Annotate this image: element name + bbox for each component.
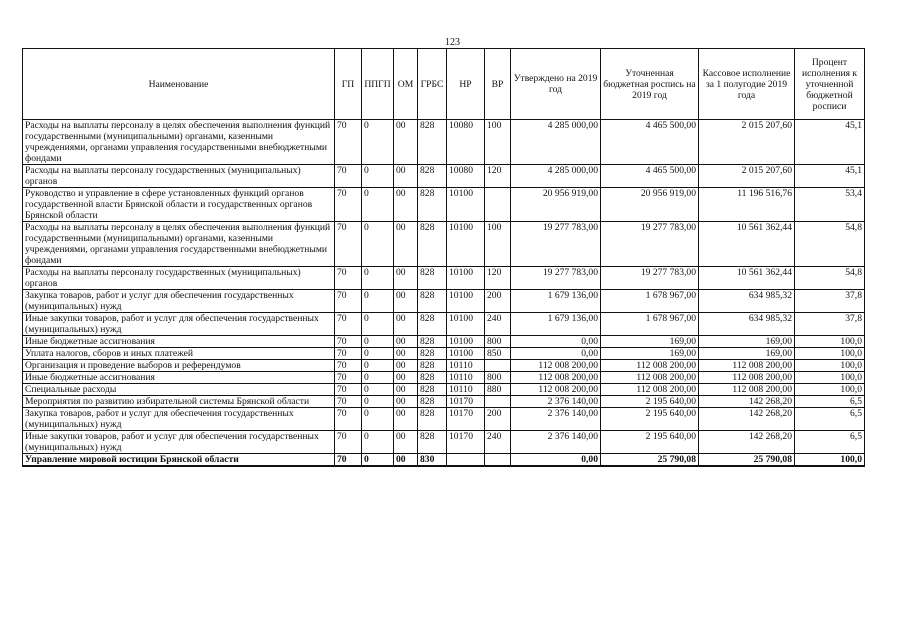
cell-grbs: 828 — [418, 384, 447, 396]
cell-om: 00 — [394, 431, 418, 454]
cell-gp: 70 — [335, 384, 362, 396]
cell-nr: 10100 — [447, 222, 485, 267]
table-row — [23, 336, 865, 348]
cell-approved: 0,00 — [511, 336, 601, 348]
header-revised: Уточненная бюджетная роспись на 2019 год — [601, 49, 699, 120]
cell-ppgp: 0 — [362, 336, 394, 348]
cell-om: 00 — [394, 396, 418, 408]
header-ppgp: ППГП — [362, 49, 394, 120]
cell-cash: 112 008 200,00 — [699, 360, 795, 372]
cell-nr: 10100 — [447, 313, 485, 336]
cell-revised: 2 195 640,00 — [601, 396, 699, 408]
cell-om: 00 — [394, 313, 418, 336]
cell-approved: 2 376 140,00 — [511, 431, 601, 454]
cell-cash: 25 790,08 — [699, 454, 795, 467]
cell-percent: 45,1 — [795, 120, 865, 165]
cell-approved: 19 277 783,00 — [511, 222, 601, 267]
cell-name: Руководство и управление в сфере установленных функций органов государственной власти Брянской области и государственных органов Брянской области — [23, 188, 335, 222]
cell-percent: 37,8 — [795, 290, 865, 313]
header-gp: ГП — [335, 49, 362, 120]
cell-ppgp: 0 — [362, 454, 394, 467]
cell-revised: 19 277 783,00 — [601, 222, 699, 267]
header-approved: Утверждено на 2019 год — [511, 49, 601, 120]
cell-ppgp: 0 — [362, 396, 394, 408]
header-nr: НР — [447, 49, 485, 120]
cell-name: Иные бюджетные ассигнования — [23, 372, 335, 384]
cell-approved: 2 376 140,00 — [511, 396, 601, 408]
cell-ppgp: 0 — [362, 431, 394, 454]
cell-gp: 70 — [335, 372, 362, 384]
cell-approved: 0,00 — [511, 454, 601, 467]
table-row — [23, 360, 865, 372]
cell-nr: 10170 — [447, 408, 485, 431]
cell-nr: 10100 — [447, 290, 485, 313]
cell-om: 00 — [394, 165, 418, 188]
cell-ppgp: 0 — [362, 313, 394, 336]
cell-cash: 169,00 — [699, 348, 795, 360]
budget-table — [22, 48, 865, 467]
cell-gp: 70 — [335, 336, 362, 348]
table-row — [23, 165, 865, 188]
cell-cash: 2 015 207,60 — [699, 120, 795, 165]
cell-revised: 4 465 500,00 — [601, 165, 699, 188]
cell-percent: 54,8 — [795, 267, 865, 290]
cell-gp: 70 — [335, 348, 362, 360]
cell-approved: 19 277 783,00 — [511, 267, 601, 290]
cell-name: Расходы на выплаты персоналу государственных (муниципальных) органов — [23, 267, 335, 290]
cell-om: 00 — [394, 384, 418, 396]
cell-gp: 70 — [335, 188, 362, 222]
cell-ppgp: 0 — [362, 267, 394, 290]
cell-grbs: 828 — [418, 408, 447, 431]
cell-name: Расходы на выплаты персоналу в целях обеспечения выполнения функций государственными (муниципальными) органами, казенными учреждениями, органами управления государственными внебюджетными фондами — [23, 222, 335, 267]
cell-name: Специальные расходы — [23, 384, 335, 396]
cell-grbs: 828 — [418, 267, 447, 290]
cell-vr: 880 — [485, 384, 511, 396]
cell-cash: 2 015 207,60 — [699, 165, 795, 188]
cell-nr: 10110 — [447, 360, 485, 372]
cell-name: Иные бюджетные ассигнования — [23, 336, 335, 348]
cell-revised: 112 008 200,00 — [601, 360, 699, 372]
cell-name: Организация и проведение выборов и референдумов — [23, 360, 335, 372]
cell-percent: 100,0 — [795, 348, 865, 360]
cell-name: Расходы на выплаты персоналу государственных (муниципальных) органов — [23, 165, 335, 188]
table-row — [23, 431, 865, 454]
cell-om: 00 — [394, 408, 418, 431]
cell-grbs: 828 — [418, 348, 447, 360]
cell-om: 00 — [394, 360, 418, 372]
cell-revised: 1 678 967,00 — [601, 313, 699, 336]
cell-vr: 200 — [485, 408, 511, 431]
table-row — [23, 222, 865, 267]
cell-om: 00 — [394, 188, 418, 222]
page-number: 123 — [445, 37, 460, 48]
cell-revised: 2 195 640,00 — [601, 408, 699, 431]
cell-om: 00 — [394, 336, 418, 348]
cell-revised: 2 195 640,00 — [601, 431, 699, 454]
cell-percent: 53,4 — [795, 188, 865, 222]
cell-revised: 19 277 783,00 — [601, 267, 699, 290]
header-name: Наименование — [23, 49, 335, 120]
cell-percent: 45,1 — [795, 165, 865, 188]
table-row — [23, 348, 865, 360]
cell-grbs: 828 — [418, 372, 447, 384]
cell-gp: 70 — [335, 267, 362, 290]
cell-ppgp: 0 — [362, 120, 394, 165]
header-vr: ВР — [485, 49, 511, 120]
table-row — [23, 384, 865, 396]
cell-name: Уплата налогов, сборов и иных платежей — [23, 348, 335, 360]
table-row — [23, 290, 865, 313]
header-om: ОМ — [394, 49, 418, 120]
cell-gp: 70 — [335, 290, 362, 313]
header-grbs: ГРБС — [418, 49, 447, 120]
cell-percent: 100,0 — [795, 336, 865, 348]
cell-ppgp: 0 — [362, 408, 394, 431]
cell-approved: 4 285 000,00 — [511, 120, 601, 165]
cell-nr: 10080 — [447, 120, 485, 165]
cell-ppgp: 0 — [362, 348, 394, 360]
cell-approved: 1 679 136,00 — [511, 290, 601, 313]
table-header-row — [23, 49, 865, 120]
cell-om: 00 — [394, 372, 418, 384]
cell-percent: 100,0 — [795, 372, 865, 384]
cell-om: 00 — [394, 222, 418, 267]
cell-approved: 20 956 919,00 — [511, 188, 601, 222]
cell-percent: 6,5 — [795, 396, 865, 408]
cell-nr: 10110 — [447, 384, 485, 396]
cell-ppgp: 0 — [362, 165, 394, 188]
cell-vr — [485, 360, 511, 372]
cell-vr: 100 — [485, 120, 511, 165]
table-row — [23, 267, 865, 290]
cell-revised: 169,00 — [601, 348, 699, 360]
cell-grbs: 828 — [418, 165, 447, 188]
cell-cash: 112 008 200,00 — [699, 372, 795, 384]
cell-gp: 70 — [335, 454, 362, 467]
cell-om: 00 — [394, 290, 418, 313]
cell-grbs: 828 — [418, 396, 447, 408]
cell-cash: 11 196 516,76 — [699, 188, 795, 222]
cell-name: Иные закупки товаров, работ и услуг для обеспечения государственных (муниципальных) нужд — [23, 431, 335, 454]
cell-approved: 112 008 200,00 — [511, 360, 601, 372]
cell-revised: 1 678 967,00 — [601, 290, 699, 313]
cell-percent: 100,0 — [795, 384, 865, 396]
cell-gp: 70 — [335, 408, 362, 431]
cell-om: 00 — [394, 267, 418, 290]
cell-grbs: 828 — [418, 431, 447, 454]
cell-ppgp: 0 — [362, 360, 394, 372]
cell-name: Закупка товаров, работ и услуг для обеспечения государственных (муниципальных) нужд — [23, 290, 335, 313]
cell-gp: 70 — [335, 165, 362, 188]
cell-nr: 10100 — [447, 336, 485, 348]
cell-vr: 800 — [485, 336, 511, 348]
cell-cash: 112 008 200,00 — [699, 384, 795, 396]
cell-approved: 1 679 136,00 — [511, 313, 601, 336]
cell-cash: 142 268,20 — [699, 408, 795, 431]
cell-gp: 70 — [335, 431, 362, 454]
table-row — [23, 120, 865, 165]
cell-percent: 54,8 — [795, 222, 865, 267]
cell-cash: 634 985,32 — [699, 290, 795, 313]
cell-vr: 850 — [485, 348, 511, 360]
cell-cash: 10 561 362,44 — [699, 267, 795, 290]
header-cash: Кассовое исполнение за 1 полугодие 2019 года — [699, 49, 795, 120]
cell-vr: 240 — [485, 431, 511, 454]
header-percent: Процент исполнения к уточненной бюджетной росписи — [795, 49, 865, 120]
table-row — [23, 313, 865, 336]
cell-revised: 20 956 919,00 — [601, 188, 699, 222]
cell-vr: 240 — [485, 313, 511, 336]
cell-cash: 10 561 362,44 — [699, 222, 795, 267]
table-row — [23, 188, 865, 222]
cell-revised: 112 008 200,00 — [601, 384, 699, 396]
cell-ppgp: 0 — [362, 188, 394, 222]
table-row — [23, 396, 865, 408]
cell-percent: 37,8 — [795, 313, 865, 336]
cell-percent: 6,5 — [795, 431, 865, 454]
cell-cash: 142 268,20 — [699, 431, 795, 454]
cell-gp: 70 — [335, 313, 362, 336]
cell-ppgp: 0 — [362, 222, 394, 267]
table-row — [23, 372, 865, 384]
cell-vr — [485, 396, 511, 408]
cell-revised: 169,00 — [601, 336, 699, 348]
cell-vr — [485, 454, 511, 467]
cell-percent: 100,0 — [795, 360, 865, 372]
cell-vr: 120 — [485, 165, 511, 188]
cell-vr — [485, 188, 511, 222]
cell-gp: 70 — [335, 120, 362, 165]
cell-nr: 10100 — [447, 188, 485, 222]
cell-vr: 120 — [485, 267, 511, 290]
cell-revised: 25 790,08 — [601, 454, 699, 467]
cell-approved: 2 376 140,00 — [511, 408, 601, 431]
cell-grbs: 828 — [418, 222, 447, 267]
cell-cash: 634 985,32 — [699, 313, 795, 336]
cell-cash: 169,00 — [699, 336, 795, 348]
cell-approved: 0,00 — [511, 348, 601, 360]
cell-nr: 10080 — [447, 165, 485, 188]
cell-grbs: 828 — [418, 120, 447, 165]
cell-vr: 200 — [485, 290, 511, 313]
cell-revised: 4 465 500,00 — [601, 120, 699, 165]
cell-grbs: 828 — [418, 313, 447, 336]
cell-gp: 70 — [335, 360, 362, 372]
cell-gp: 70 — [335, 396, 362, 408]
cell-approved: 4 285 000,00 — [511, 165, 601, 188]
cell-grbs: 828 — [418, 360, 447, 372]
table-total-row — [23, 454, 865, 467]
cell-revised: 112 008 200,00 — [601, 372, 699, 384]
cell-name: Расходы на выплаты персоналу в целях обеспечения выполнения функций государственными (муниципальными) органами, казенными учреждениями, органами управления государственными внебюджетными фондами — [23, 120, 335, 165]
cell-approved: 112 008 200,00 — [511, 372, 601, 384]
cell-om: 00 — [394, 348, 418, 360]
cell-nr — [447, 454, 485, 467]
cell-om: 00 — [394, 120, 418, 165]
cell-name: Управление мировой юстиции Брянской области — [23, 454, 335, 467]
cell-vr: 800 — [485, 372, 511, 384]
cell-cash: 142 268,20 — [699, 396, 795, 408]
cell-nr: 10170 — [447, 431, 485, 454]
cell-ppgp: 0 — [362, 384, 394, 396]
cell-grbs: 830 — [418, 454, 447, 467]
cell-om: 00 — [394, 454, 418, 467]
cell-nr: 10100 — [447, 348, 485, 360]
cell-gp: 70 — [335, 222, 362, 267]
cell-grbs: 828 — [418, 188, 447, 222]
cell-ppgp: 0 — [362, 290, 394, 313]
cell-nr: 10170 — [447, 396, 485, 408]
cell-grbs: 828 — [418, 290, 447, 313]
cell-grbs: 828 — [418, 336, 447, 348]
cell-vr: 100 — [485, 222, 511, 267]
cell-ppgp: 0 — [362, 372, 394, 384]
table-row — [23, 408, 865, 431]
cell-name: Иные закупки товаров, работ и услуг для обеспечения государственных (муниципальных) нужд — [23, 313, 335, 336]
cell-percent: 6,5 — [795, 408, 865, 431]
cell-nr: 10110 — [447, 372, 485, 384]
cell-name: Мероприятия по развитию избирательной системы Брянской области — [23, 396, 335, 408]
cell-percent: 100,0 — [795, 454, 865, 467]
cell-name: Закупка товаров, работ и услуг для обеспечения государственных (муниципальных) нужд — [23, 408, 335, 431]
cell-nr: 10100 — [447, 267, 485, 290]
cell-approved: 112 008 200,00 — [511, 384, 601, 396]
